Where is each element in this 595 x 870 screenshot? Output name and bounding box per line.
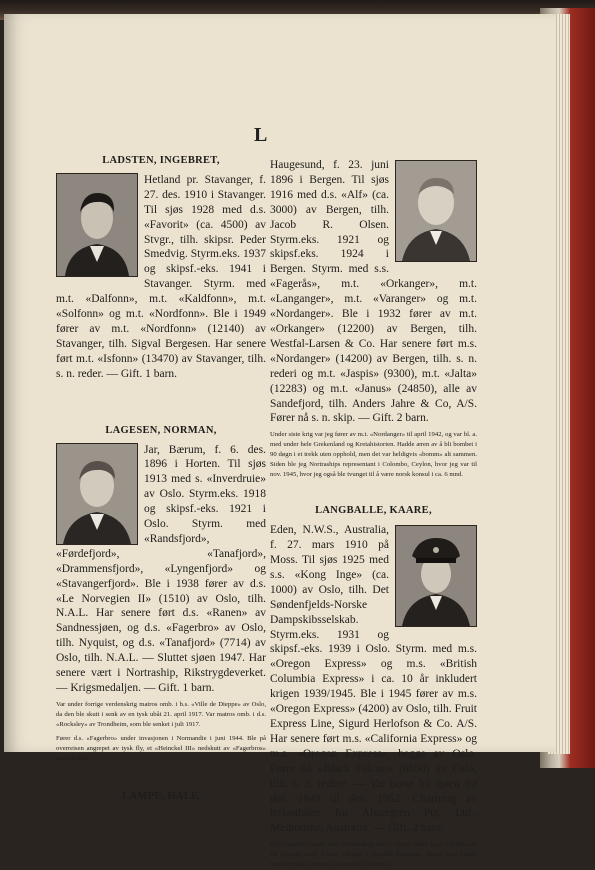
entry-lampe-start xyxy=(56,790,266,805)
right-column xyxy=(270,158,477,870)
entry-text: Haugesund, f. 23. juni 1896 i Bergen. Til sjøs 1916 med d.s. «Alf» (ca. 3000) av Bergen, tilh. Jacob R. Olsen. Styrm.eks. 1921 og skipsf.eks. 1924 i Bergen. Styrm. med s.s. «Fagerås», m.t. «Orkanger», m.t. «Langanger», m.t. «Varanger» og m.t. «Nordanger». Ble i 1932 fører av m.t. «Orkanger» (12200) av Bergen, tilh. Westfal-Larsen & Co. Har senere ført m.s. «Nordanger» (14200) av Bergen, tilh. s. n. rederi og m.t. «Jaspis» (9300), m.t. «Jalta» (12283) og m.t. «Janus» (24850), alle av Sandefjord, tilh. Anders Jahre & Co, A/S. Fører nå s. n. skip. — Gift. 2 barn. xyxy=(270,159,477,425)
entry-text: Eden, N.W.S., Australia, f. 27. mars 1910 på Moss. Til sjøs 1925 med s.s. «Kong Inge» (ca. 1000) av Oslo, tilh. Det Søndenfjelds-Norske Dampskibsselskab. Styrm.eks. 1931 og skipsf.-eks. 1939 i Oslo. Styrm. med m.s. «Oregon Express» og m.s. «British Columbia Express» i ca. 10 år inkludert krigen 1939/1945. Ble i 1945 fører av m.s. «Oregon Express» (4200) av Oslo, tilh. Fruit Express Line, Sigurd Herlofson & Co. A/S. Har senere ført m.s. «California Express» og m.s. «Oregon Express», begge av Oslo. Fører nå «Black Falcon» (8850) av Oslo, tilh. s. n. redere. — Var borte fra sjøen fra des. 1949 til des. 1952. Chartring av trelastbåter for Alstergren Pty. Ltd., Melbourne, Australia. — Gift. 2 barn. xyxy=(270,524,477,835)
entry-text: Hetland pr. Stavanger, f. 27. des. 1910 i Stavanger. Til sjøs 1928 med d.s. «Favorit» (ca. 4500) av Stvgr., tilh. skipsr. Peder Smedvig. Styrm.eks. 1937 og skipsf.-eks. 1941 i Stavanger. Styrm. med m.t. «Dalfonn», m.t. «Kaldfonn», m.t. «Solfonn» og m.t. «Nordfonn». Ble i 1949 fører av m.t. «Nordfonn» (12140) av Stavanger, tilh. Sigval Bergesen. Har senere ført m.t. «Isfonn» (13470) av Stavanger, tilh. s. n. reder. — Gift. 1 barn. xyxy=(56,173,266,380)
portrait-photo xyxy=(395,160,477,262)
portrait-photo xyxy=(56,443,138,545)
entry-note: Var under forrige verdenskrig matros omb. i b.s. «Ville de Dieppe» av Oslo, da den ble skutt i senk av en tysk ubåt 21. april 1917. Var matros omb. i d.s. «Rocksley» av Trondheim, som ble senket i juli 1917. xyxy=(56,700,266,728)
portrait-photo xyxy=(56,173,138,277)
entry-name: LAMPE, HALF, xyxy=(122,790,200,802)
entry-name: LANGBALLE, KAARE, xyxy=(315,505,432,517)
entry-lagesen xyxy=(56,424,266,764)
entry-text: Jar, Bærum, f. 6. des. 1896 i Horten. Til sjøs 1913 med s. «Inverdruie» av Oslo. Styrm.eks. 1918 og skipsf.-eks. 1921 i Oslo. Styrm. med «Randsfjord», «Førdefjord», «Tanafjord», «Drammensfjord», «Lyngenfjord» og «Stavangerfjord». Ble i 1938 fører av d.s. «Le Norvegien II» (1510) av Oslo, tilh. N.A.L. Har senere ført d.s. «Ranen» av Sandnessjøen, og d.s. «Fagerbro» av Oslo, tilh. Nyquist, og d.s. «Tanafjord» (7714) av Oslo, tilh. N.A.L. — Sluttet sjøen 1947. Har senere vært i Nortraship, Rikstrygdeverket. — Krigsmedaljen. — Gift. 1 barn. xyxy=(56,443,266,694)
entry-langballe xyxy=(270,504,477,870)
entry-name: LAGESEN, NORMAN, xyxy=(105,424,217,436)
left-column xyxy=(56,154,266,809)
book-page xyxy=(4,14,556,869)
section-letter: L xyxy=(254,124,268,146)
entry-ladsten xyxy=(56,154,266,382)
portrait-photo xyxy=(395,525,477,627)
entry-note: Fører d.s. «Fagerbro» under invasjonen i Normandie i juni 1944. Ble på overreisen angrepet av tysk fly, et «Heinckel III» nedskutt av «Fagerbros» antiluftskyts. xyxy=(56,734,266,762)
entry-lampe xyxy=(270,158,477,480)
entry-note: Under siste krig var jeg fører av m.t. «Nordanger» til april 1942, og var bl. a. med under hele Grekenland og Kretahistorien. Hadde æren av å bli bombet i 90 døgn i et trekk uten opphold, men det var heldigvis «bomm» alt sammen. Siden ble jeg Nortraships representant i Colombo, Ceylon, hvor jeg var til nov. 1945, hvor jeg også ble tvunget til å være norsk konsul i ca. 6 mnd. xyxy=(270,431,477,479)
entry-name: LADSTEN, INGEBRET, xyxy=(102,155,220,166)
entry-note: Sejlte uavbrutt under siste verdenskrig som 1. styrm. under kapt. Alf Paulsen fra Arendal omb. i m.s. «British Columbia Express». Skipet som brakte familien Mac Arthur fra Australia til Manilla. xyxy=(270,841,477,869)
